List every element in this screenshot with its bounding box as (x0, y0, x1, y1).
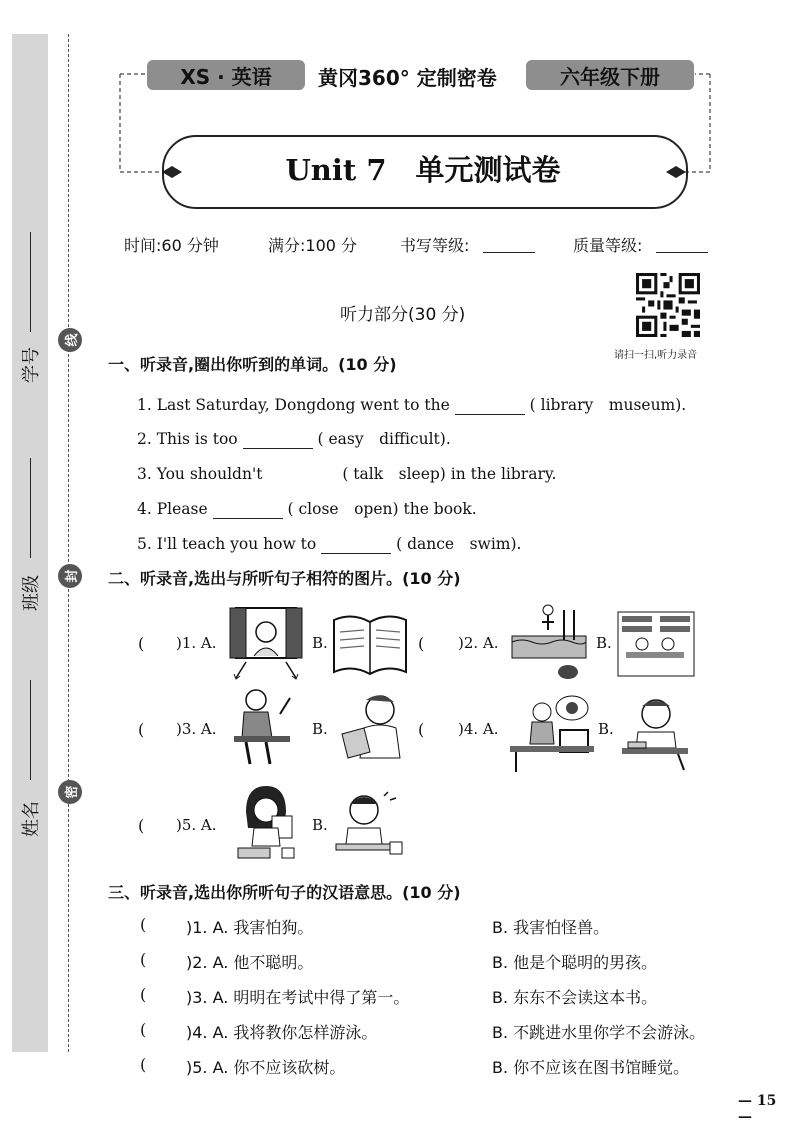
s2-q2-a-image-swimming-pool[interactable] (508, 600, 590, 684)
quality-grade-blank[interactable] (656, 252, 708, 253)
s3-q4-option-a: )4. A. 我将教你怎样游泳。 (186, 1023, 378, 1042)
grade-tag: 六年级下册 (526, 60, 694, 90)
section2-title: 二、听录音,选出与所听句子相符的图片。(10 分) (108, 569, 461, 588)
s3-q1-option-b: B. 我害怕怪兽。 (492, 918, 610, 937)
s2-q5-a-image-girl-studying[interactable] (232, 782, 302, 862)
score-info: 满分:100 分 (268, 236, 358, 255)
page-title: Unit 7 单元测试卷 (285, 153, 561, 187)
s1-question-3 (137, 462, 556, 484)
seal-secret: 密 (58, 780, 82, 804)
s1-q5-blank[interactable] (321, 535, 391, 554)
s2-q1-answer-paren[interactable]: ( (138, 634, 145, 653)
s1-q3-blank[interactable] (267, 465, 337, 483)
s2-q4-b-label: B. (598, 720, 614, 738)
s1-q2-options: ( easy difficult). (317, 430, 451, 448)
s2-q3-label: )3. A. (176, 720, 217, 738)
s2-q4-label: )4. A. (458, 720, 499, 738)
series-title: 黄冈360° 定制密卷 (318, 66, 497, 90)
quality-grade-label: 质量等级: (573, 236, 643, 255)
section3-title: 三、听录音,选出你所听句子的汉语意思。(10 分) (108, 883, 461, 902)
s2-q3-answer-paren[interactable]: ( (138, 720, 145, 739)
s3-q2-answer-paren[interactable]: ( (140, 950, 147, 969)
s1-q4-options: ( close open) the book. (287, 500, 477, 518)
s1-q1-options: ( library museum). (529, 396, 687, 414)
writing-grade-label: 书写等级: (400, 236, 470, 255)
s2-q5-b-image-boy-thinking[interactable] (328, 786, 408, 862)
s2-q1-b-image-book[interactable] (330, 610, 410, 680)
s2-q5-answer-paren[interactable]: ( (138, 816, 145, 835)
s1-q1-text: 1. Last Saturday, Dongdong went to the (137, 396, 450, 414)
s3-q5-answer-paren[interactable]: ( (140, 1055, 147, 1074)
s3-q3-option-b: B. 东东不会读这本书。 (492, 988, 658, 1007)
s2-q4-answer-paren[interactable]: ( (418, 720, 425, 739)
s2-q3-b-label: B. (312, 720, 328, 738)
class-line (30, 458, 31, 558)
s1-question-4 (137, 497, 477, 519)
s1-q2-blank[interactable] (243, 430, 313, 449)
s2-q5-b-label: B. (312, 816, 328, 834)
seal-line: 线 (58, 328, 82, 352)
s2-q3-b-image-boy-reading[interactable] (334, 688, 414, 762)
s1-q4-text: 4. Please (137, 500, 208, 518)
s2-q1-a-image-window[interactable] (226, 604, 306, 684)
s2-q2-b-image-library[interactable] (616, 610, 696, 678)
listening-section-title: 听力部分(30 分) (340, 305, 466, 325)
qr-caption: 请扫一扫,听力录音 (614, 350, 698, 361)
s3-q2-option-a: )2. A. 他不聪明。 (186, 953, 314, 972)
s2-q2-answer-paren[interactable]: ( (418, 634, 425, 653)
s2-q4-a-image-girl-computer[interactable] (506, 690, 598, 774)
s1-q4-blank[interactable] (213, 500, 283, 519)
s2-q2-label: )2. A. (458, 634, 499, 652)
s3-q5-option-b: B. 你不应该在图书馆睡觉。 (492, 1058, 690, 1077)
s2-q1-b-label: B. (312, 634, 328, 652)
page-number: — 15 — (738, 1093, 777, 1125)
s3-q4-answer-paren[interactable]: ( (140, 1020, 147, 1039)
s2-q2-b-label: B. (596, 634, 612, 652)
s3-q4-option-b: B. 不跳进水里你学不会游泳。 (492, 1023, 706, 1042)
s1-q5-text: 5. I'll teach you how to (137, 535, 317, 553)
s3-q2-option-b: B. 他是个聪明的男孩。 (492, 953, 658, 972)
name-line (30, 680, 31, 780)
s1-question-2 (137, 427, 451, 449)
binding-dashed-line (68, 34, 69, 1052)
s1-question-5 (137, 532, 521, 554)
s2-q5-label: )5. A. (176, 816, 217, 834)
s1-q1-blank[interactable] (455, 396, 525, 415)
s3-q3-answer-paren[interactable]: ( (140, 985, 147, 1004)
s3-q1-option-a: )1. A. 我害怕狗。 (186, 918, 314, 937)
s1-q2-text: 2. This is too (137, 430, 238, 448)
section1-title: 一、听录音,圈出你听到的单词。(10 分) (108, 355, 397, 374)
s3-q1-answer-paren[interactable]: ( (140, 915, 147, 934)
writing-grade-blank[interactable] (483, 252, 535, 253)
s2-q4-b-image-boy-desk[interactable] (618, 692, 692, 772)
s2-q1-label: )1. A. (176, 634, 217, 652)
qr-code-icon[interactable] (636, 273, 700, 337)
s1-q5-options: ( dance swim). (396, 535, 522, 553)
student-id-line (30, 232, 31, 332)
s1-q3-text: 3. You shouldn't (137, 465, 263, 483)
student-id-label: 学号 (21, 347, 42, 383)
s1-q3-options: ( talk sleep) in the library. (342, 465, 557, 483)
s3-q3-option-a: )3. A. 明明在考试中得了第一。 (186, 988, 410, 1007)
s2-q3-a-image-boy-bench[interactable] (230, 686, 294, 770)
seal-seal: 封 (58, 564, 82, 588)
s3-q5-option-a: )5. A. 你不应该砍树。 (186, 1058, 346, 1077)
class-label: 班级 (21, 575, 42, 611)
name-label: 姓名 (21, 801, 42, 837)
time-info: 时间:60 分钟 (124, 236, 219, 255)
series-tag: XS · 英语 (147, 60, 305, 90)
s1-question-1 (137, 393, 686, 415)
